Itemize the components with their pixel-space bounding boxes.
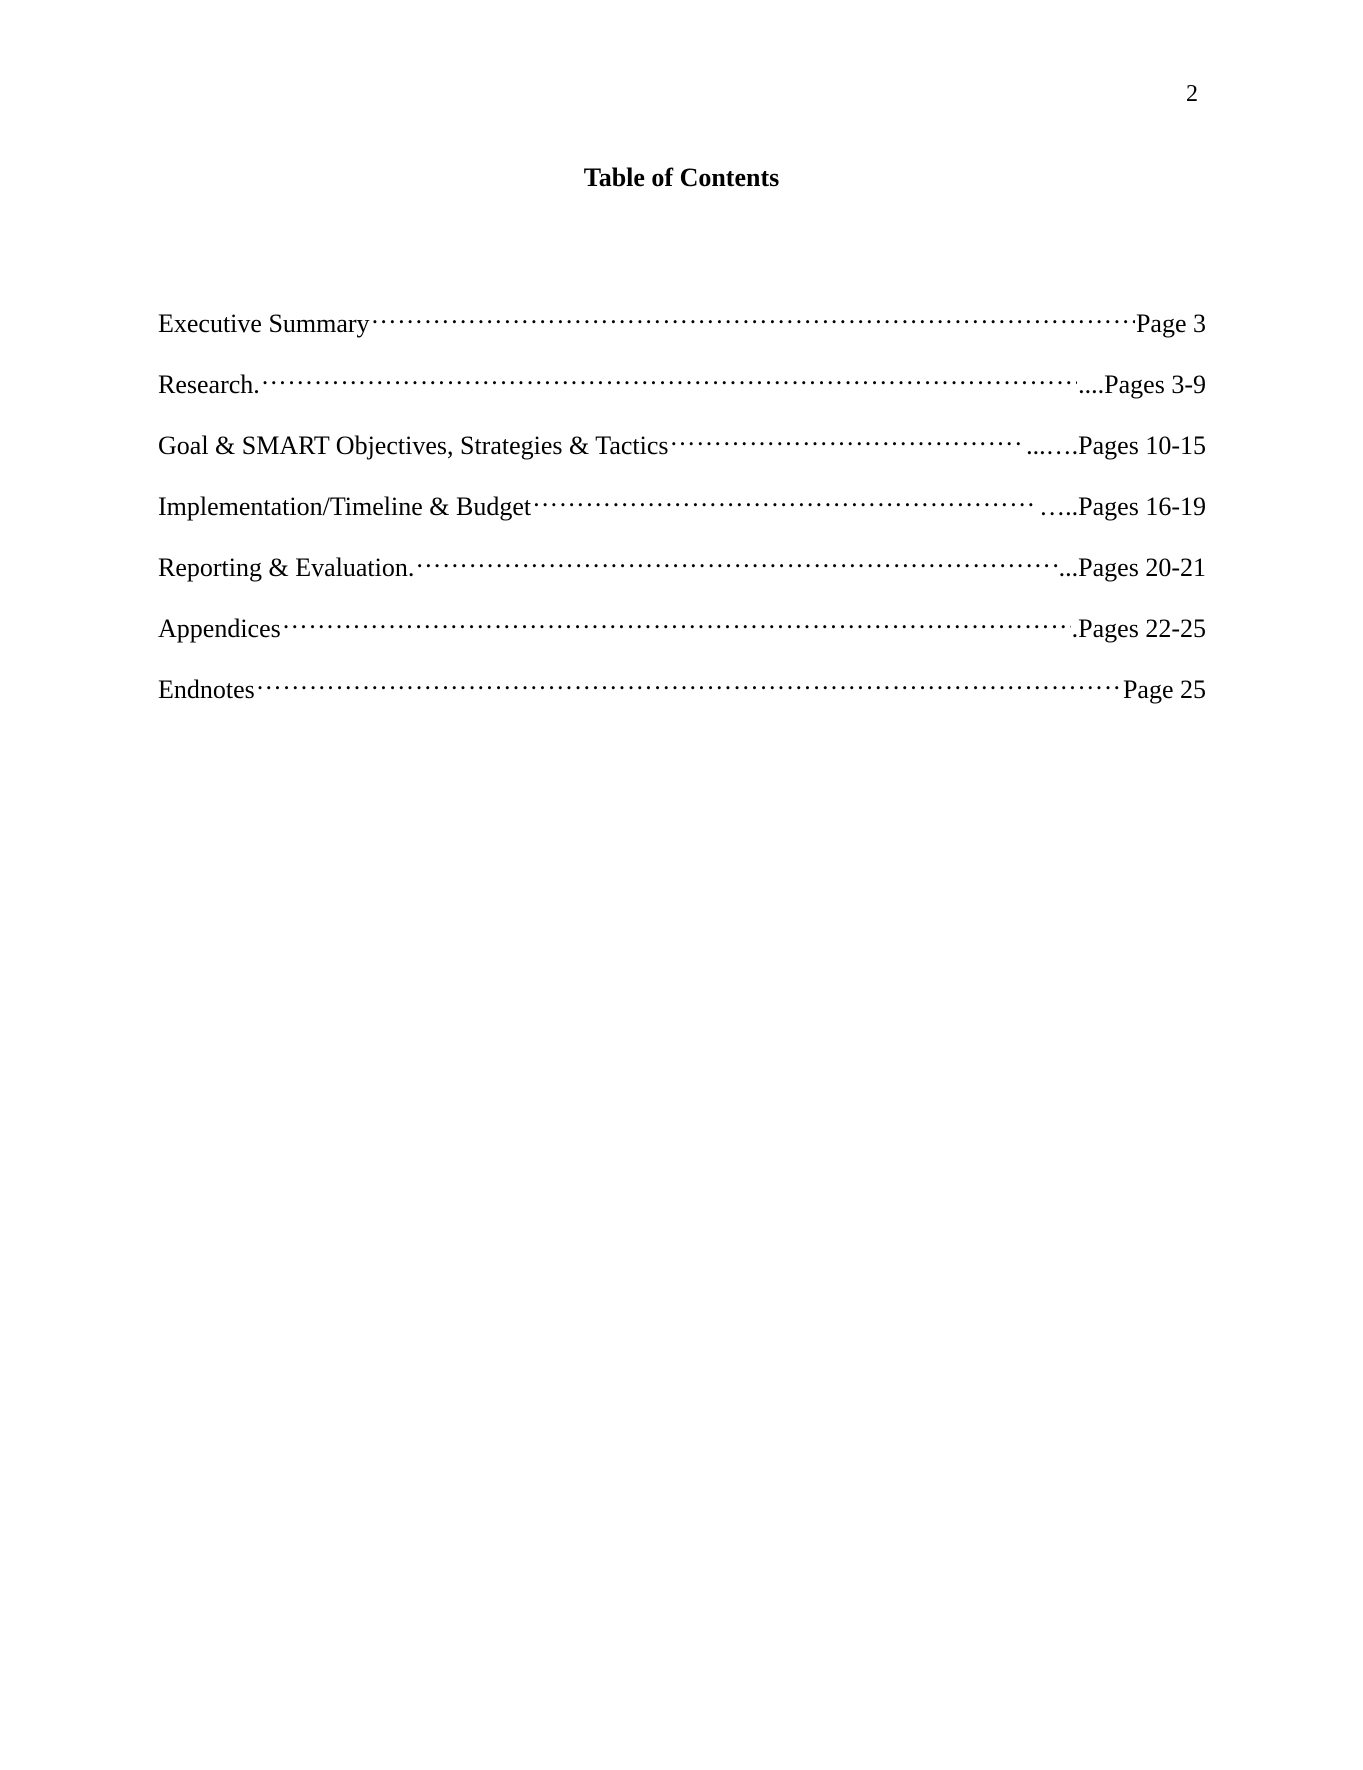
toc-entry-label: Appendices — [158, 614, 281, 643]
toc-entry-implementation — [158, 481, 1206, 542]
dot-leader — [256, 664, 1122, 698]
toc-entry-page: ...Pages 20-21 — [1058, 553, 1206, 582]
toc-entry-page: Page 25 — [1122, 675, 1206, 704]
toc-entry-label: Executive Summary — [158, 309, 370, 338]
toc-entry-reporting — [158, 542, 1206, 603]
toc-entry-label: Implementation/Timeline & Budget — [158, 492, 532, 521]
dot-leader — [261, 359, 1077, 393]
toc-entry-label: Research. — [158, 370, 260, 399]
dot-leader — [415, 542, 1057, 576]
toc-entry-page: …..Pages 16-19 — [1039, 492, 1206, 521]
toc-entry-executive-summary — [158, 298, 1206, 359]
dot-leader — [670, 420, 1026, 454]
toc-entry-label: Goal & SMART Objectives, Strategies & Tactics — [158, 431, 669, 460]
table-of-contents — [158, 298, 1206, 725]
toc-entry-label: Endnotes — [158, 675, 255, 704]
page-title: Table of Contents — [583, 163, 780, 192]
toc-entry-page: .Pages 22-25 — [1071, 614, 1206, 643]
dot-leader — [371, 298, 1135, 332]
dot-leader — [532, 481, 1038, 515]
toc-entry-goals-objectives — [158, 420, 1206, 481]
toc-entry-research — [158, 359, 1206, 420]
toc-entry-page: Page 3 — [1135, 309, 1206, 338]
toc-entry-page: ...….Pages 10-15 — [1026, 431, 1206, 460]
toc-entry-page: ....Pages 3-9 — [1078, 370, 1206, 399]
toc-entry-label: Reporting & Evaluation. — [158, 553, 415, 582]
dot-leader — [282, 603, 1071, 637]
toc-entry-endnotes — [158, 664, 1206, 725]
page-number: 2 — [1186, 81, 1198, 107]
toc-entry-appendices — [158, 603, 1206, 664]
